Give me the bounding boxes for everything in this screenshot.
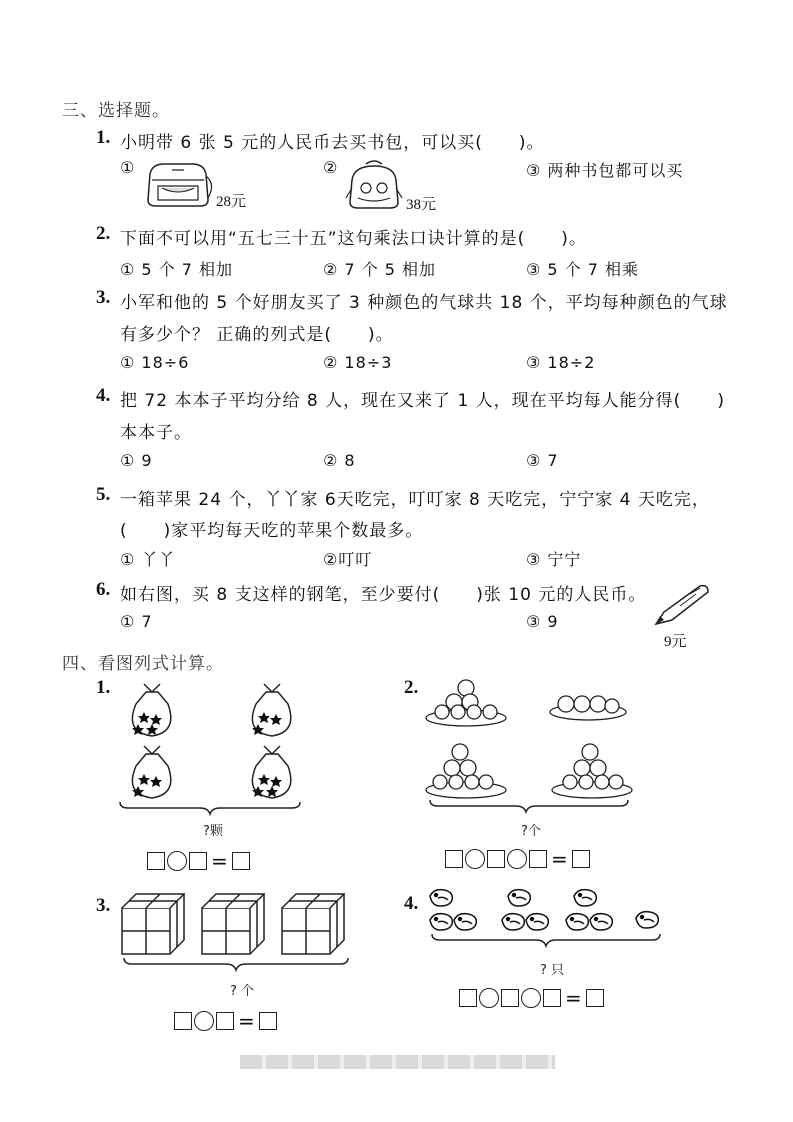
q6-option-3[interactable]: ③ 9	[526, 612, 559, 631]
answer-box[interactable]	[189, 852, 207, 870]
problem-2-label: ?个	[521, 824, 541, 839]
problem-2-number: 2.	[404, 677, 419, 698]
answer-box[interactable]	[216, 1012, 234, 1030]
answer-box[interactable]	[232, 852, 250, 870]
q5-option-2[interactable]: ②叮叮	[323, 550, 373, 569]
q5-option-1[interactable]: ① 丫丫	[120, 550, 176, 569]
answer-box[interactable]	[572, 850, 590, 868]
section-4-title: 四、看图列式计算。	[62, 654, 224, 674]
q4-option-1[interactable]: ① 9	[120, 451, 153, 470]
q4-option-3[interactable]: ③ 7	[526, 451, 559, 470]
problem-4-equation	[459, 988, 604, 1008]
question-1-text: 小明带 6 张 5 元的人民币去买书包，可以买( )。	[120, 133, 545, 153]
problem-2-equation	[445, 849, 590, 869]
answer-box[interactable]	[259, 1012, 277, 1030]
question-5-text-line2: ( )家平均每天吃的苹果个数最多。	[120, 521, 424, 541]
answer-box[interactable]	[147, 852, 165, 870]
apple-plates-image	[424, 674, 644, 814]
problem-4-number: 4.	[404, 893, 419, 914]
operator-circle[interactable]	[521, 988, 541, 1008]
answer-box[interactable]	[487, 850, 505, 868]
q1-option-1[interactable]: ①	[120, 158, 136, 177]
question-5-text: 一箱苹果 24 个，丫丫家 6天吃完，叮叮家 8 天吃完，宁宁家 4 天吃完，	[120, 490, 710, 510]
q3-option-2[interactable]: ② 18÷3	[323, 353, 393, 372]
problem-3-number: 3.	[96, 895, 111, 916]
equals-sign: =	[551, 847, 568, 871]
q6-option-1[interactable]: ① 7	[120, 612, 153, 631]
answer-box[interactable]	[459, 989, 477, 1007]
q4-option-2[interactable]: ② 8	[323, 451, 356, 470]
backpack-38-image	[344, 158, 404, 210]
backpack-28-image	[142, 160, 214, 208]
blurred-footer-watermark	[240, 1055, 555, 1069]
operator-circle[interactable]	[465, 849, 485, 869]
operator-circle[interactable]	[194, 1011, 214, 1031]
q2-option-1[interactable]: ① 5 个 7 相加	[120, 260, 234, 279]
q2-option-3[interactable]: ③ 5 个 7 相乘	[526, 260, 640, 279]
equals-sign: =	[238, 1009, 255, 1033]
question-2-number: 2.	[96, 223, 111, 244]
problem-3-label: ? 个	[230, 984, 255, 999]
answer-box[interactable]	[586, 989, 604, 1007]
answer-box[interactable]	[529, 850, 547, 868]
star-bags-image	[116, 676, 316, 816]
section-3-title: 三、选择题。	[62, 101, 170, 121]
q6-price: 9元	[664, 634, 687, 650]
question-6-number: 6.	[96, 579, 111, 600]
cube-blocks-image	[118, 888, 358, 974]
problem-4-label: ? 只	[540, 963, 565, 978]
q2-option-2[interactable]: ② 7 个 5 相加	[323, 260, 437, 279]
equals-sign: =	[565, 986, 582, 1010]
answer-box[interactable]	[543, 989, 561, 1007]
answer-box[interactable]	[445, 850, 463, 868]
q1-price-2: 38元	[406, 197, 437, 213]
pen-image	[650, 582, 712, 630]
operator-circle[interactable]	[167, 851, 187, 871]
operator-circle[interactable]	[479, 988, 499, 1008]
problem-1-label: ?颗	[203, 824, 223, 839]
problem-1-number: 1.	[96, 677, 111, 698]
answer-box[interactable]	[174, 1012, 192, 1030]
problem-3-equation	[174, 1011, 277, 1031]
problem-1-equation	[147, 851, 250, 871]
q5-option-3[interactable]: ③ 宁宁	[526, 550, 582, 569]
question-4-number: 4.	[96, 385, 111, 406]
question-4-text: 把 72 本本子平均分给 8 人，现在又来了 1 人，现在平均每人能分得( )	[120, 391, 725, 411]
question-4-text-line2: 本本子。	[120, 423, 192, 443]
question-6-text: 如右图，买 8 支这样的钢笔，至少要付( )张 10 元的人民币。	[120, 585, 647, 605]
question-3-text-line2: 有多少个？ 正确的列式是( )。	[120, 325, 394, 345]
question-1-number: 1.	[96, 127, 111, 148]
q1-option-3[interactable]: ③ 两种书包都可以买	[526, 161, 684, 180]
birds-image	[428, 886, 668, 952]
q1-price-1: 28元	[216, 194, 247, 210]
question-5-number: 5.	[96, 484, 111, 505]
q1-option-2[interactable]: ②	[323, 158, 339, 177]
equals-sign: =	[211, 849, 228, 873]
answer-box[interactable]	[501, 989, 519, 1007]
question-3-number: 3.	[96, 287, 111, 308]
question-3-text: 小军和他的 5 个好朋友买了 3 种颜色的气球共 18 个，平均每种颜色的气球	[120, 293, 728, 313]
q3-option-1[interactable]: ① 18÷6	[120, 353, 190, 372]
q3-option-3[interactable]: ③ 18÷2	[526, 353, 596, 372]
operator-circle[interactable]	[507, 849, 527, 869]
question-2-text: 下面不可以用“五七三十五”这句乘法口诀计算的是( )。	[120, 229, 587, 249]
